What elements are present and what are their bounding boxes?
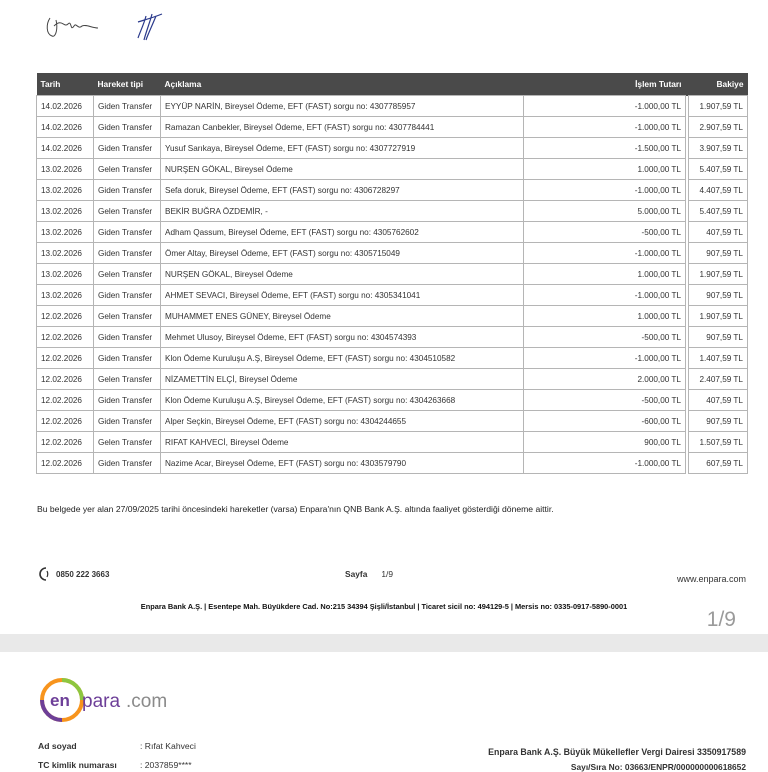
cell-date: 13.02.2026	[37, 159, 94, 180]
logo-text-para: para	[82, 691, 121, 712]
viewer-page-indicator: 1/9	[706, 608, 736, 631]
cell-description: Sefa doruk, Bireysel Ödeme, EFT (FAST) sorgu no: 4306728297	[161, 180, 524, 201]
table-row	[37, 201, 748, 222]
sequence-number-line: Sayı/Sıra No: 03663/ENPR/000000000618652	[570, 762, 746, 772]
cell-description: Klon Ödeme Kuruluşu A.Ş, Bireysel Ödeme, EFT (FAST) sorgu no: 4304263668	[161, 390, 524, 411]
cell-amount: -1.000,00 TL	[524, 453, 686, 474]
cell-description: Adham Qassum, Bireysel Ödeme, EFT (FAST) sorgu no: 4305762602	[161, 222, 524, 243]
cell-description: BEKİR BUĞRA ÖZDEMİR, -	[161, 201, 524, 222]
cell-date: 14.02.2026	[37, 117, 94, 138]
phone-contact	[38, 567, 109, 581]
cell-balance: 5.407,59 TL	[689, 159, 748, 180]
cell-amount: -600,00 TL	[524, 411, 686, 432]
cell-date: 12.02.2026	[37, 411, 94, 432]
page-number: 1/9	[381, 569, 394, 579]
transactions-table	[36, 73, 748, 474]
cell-date: 13.02.2026	[37, 264, 94, 285]
cell-type: Giden Transfer	[94, 138, 161, 159]
cell-description: NİZAMETTİN ELÇİ, Bireysel Ödeme	[161, 369, 524, 390]
cell-type: Giden Transfer	[94, 117, 161, 138]
cell-description: Alper Seçkin, Bireysel Ödeme, EFT (FAST) sorgu no: 4304244655	[161, 411, 524, 432]
cell-balance: 1.407,59 TL	[689, 348, 748, 369]
cell-date: 14.02.2026	[37, 138, 94, 159]
cell-description: Nazime Acar, Bireysel Ödeme, EFT (FAST) sorgu no: 4303579790	[161, 453, 524, 474]
table-row	[37, 432, 748, 453]
cell-type: Giden Transfer	[94, 348, 161, 369]
table-row	[37, 243, 748, 264]
cell-date: 13.02.2026	[37, 285, 94, 306]
cell-date: 13.02.2026	[37, 243, 94, 264]
cell-date: 12.02.2026	[37, 390, 94, 411]
column-header-type: Hareket tipi	[94, 73, 161, 96]
cell-balance: 5.407,59 TL	[689, 201, 748, 222]
cell-balance: 1.907,59 TL	[689, 264, 748, 285]
cell-description: NURŞEN GÖKAL, Bireysel Ödeme	[161, 159, 524, 180]
cell-description: NURŞEN GÖKAL, Bireysel Ödeme	[161, 264, 524, 285]
cell-date: 12.02.2026	[37, 348, 94, 369]
cell-type: Giden Transfer	[94, 96, 161, 117]
cell-amount: -1.000,00 TL	[524, 96, 686, 117]
cell-amount: -1.000,00 TL	[524, 180, 686, 201]
cell-description: Yusuf Sarıkaya, Bireysel Ödeme, EFT (FAST) sorgu no: 4307727919	[161, 138, 524, 159]
enpara-logo	[38, 676, 178, 724]
cell-type: Gelen Transfer	[94, 369, 161, 390]
cell-balance: 3.907,59 TL	[689, 138, 748, 159]
cell-amount: -1.000,00 TL	[524, 117, 686, 138]
website-link[interactable]: www.enpara.com	[676, 574, 746, 584]
cell-date: 13.02.2026	[37, 222, 94, 243]
cell-type: Gelen Transfer	[94, 432, 161, 453]
cell-type: Giden Transfer	[94, 327, 161, 348]
cell-description: Ömer Altay, Bireysel Ödeme, EFT (FAST) sorgu no: 4305715049	[161, 243, 524, 264]
cell-date: 13.02.2026	[37, 180, 94, 201]
cell-amount: 900,00 TL	[524, 432, 686, 453]
phone-logo-icon	[38, 567, 54, 581]
table-row	[37, 180, 748, 201]
cell-amount: 5.000,00 TL	[524, 201, 686, 222]
table-header-row	[37, 73, 748, 96]
cell-type: Giden Transfer	[94, 222, 161, 243]
column-header-date: Tarih	[37, 73, 94, 96]
cell-description: Klon Ödeme Kuruluşu A.Ş, Bireysel Ödeme, EFT (FAST) sorgu no: 4304510582	[161, 348, 524, 369]
cell-amount: -1.000,00 TL	[524, 348, 686, 369]
cell-type: Giden Transfer	[94, 411, 161, 432]
cell-amount: 1.000,00 TL	[524, 159, 686, 180]
statement-page-2	[0, 652, 768, 772]
cell-amount: 2.000,00 TL	[524, 369, 686, 390]
cell-balance: 1.507,59 TL	[689, 432, 748, 453]
cell-balance: 907,59 TL	[689, 285, 748, 306]
table-row	[37, 117, 748, 138]
page-separator	[0, 634, 768, 652]
cell-date: 12.02.2026	[37, 369, 94, 390]
cell-description: MUHAMMET ENES GÜNEY, Bireysel Ödeme	[161, 306, 524, 327]
column-header-description: Açıklama	[161, 73, 524, 96]
cell-amount: -1.500,00 TL	[524, 138, 686, 159]
cell-amount: -500,00 TL	[524, 222, 686, 243]
cell-type: Gelen Transfer	[94, 264, 161, 285]
cell-balance: 4.407,59 TL	[689, 180, 748, 201]
cell-balance: 907,59 TL	[689, 411, 748, 432]
cell-balance: 607,59 TL	[689, 453, 748, 474]
statement-note: Bu belgede yer alan 27/09/2025 tarihi öncesindeki hareketler (varsa) Enpara'nın QNB Bank A.Ş. altında faaliyet gösterdiği döneme aittir.	[37, 504, 554, 514]
cell-date: 12.02.2026	[37, 306, 94, 327]
table-row	[37, 96, 748, 117]
table-row	[37, 306, 748, 327]
cell-date: 12.02.2026	[37, 432, 94, 453]
table-row	[37, 369, 748, 390]
cell-type: Gelen Transfer	[94, 159, 161, 180]
cell-type: Gelen Transfer	[94, 201, 161, 222]
cell-amount: -500,00 TL	[524, 390, 686, 411]
cell-amount: -1.000,00 TL	[524, 243, 686, 264]
table-row	[37, 138, 748, 159]
customer-name-label: Ad soyad	[38, 741, 77, 751]
customer-id-value: : 2037859****	[140, 760, 192, 770]
cell-amount: 1.000,00 TL	[524, 264, 686, 285]
column-header-balance: Bakiye	[689, 73, 748, 96]
table-row	[37, 222, 748, 243]
table-row	[37, 159, 748, 180]
logo-text-en: en	[50, 691, 70, 710]
handwritten-signatures	[40, 6, 200, 46]
table-row	[37, 285, 748, 306]
cell-balance: 907,59 TL	[689, 243, 748, 264]
cell-type: Giden Transfer	[94, 453, 161, 474]
cell-type: Giden Transfer	[94, 390, 161, 411]
table-row	[37, 453, 748, 474]
cell-type: Giden Transfer	[94, 180, 161, 201]
cell-balance: 407,59 TL	[689, 390, 748, 411]
cell-description: EYYÜP NARİN, Bireysel Ödeme, EFT (FAST) sorgu no: 4307785957	[161, 96, 524, 117]
cell-date: 13.02.2026	[37, 201, 94, 222]
cell-balance: 1.907,59 TL	[689, 96, 748, 117]
cell-balance: 407,59 TL	[689, 222, 748, 243]
page-label: Sayfa	[345, 569, 368, 579]
cell-date: 12.02.2026	[37, 453, 94, 474]
cell-balance: 1.907,59 TL	[689, 306, 748, 327]
cell-amount: 1.000,00 TL	[524, 306, 686, 327]
cell-amount: -1.000,00 TL	[524, 285, 686, 306]
customer-id-label: TC kimlik numarası	[38, 760, 117, 770]
column-header-amount: İşlem Tutarı	[524, 73, 686, 96]
table-row	[37, 411, 748, 432]
cell-description: AHMET SEVACI, Bireysel Ödeme, EFT (FAST) sorgu no: 4305341041	[161, 285, 524, 306]
cell-balance: 907,59 TL	[689, 327, 748, 348]
cell-description: Mehmet Ulusoy, Bireysel Ödeme, EFT (FAST) sorgu no: 4304574393	[161, 327, 524, 348]
cell-type: Gelen Transfer	[94, 306, 161, 327]
table-row	[37, 390, 748, 411]
table-row	[37, 348, 748, 369]
cell-balance: 2.407,59 TL	[689, 369, 748, 390]
customer-name-value: : Rıfat Kahveci	[140, 741, 196, 751]
cell-description: RIFAT KAHVECİ, Bireysel Ödeme	[161, 432, 524, 453]
table-row	[37, 327, 748, 348]
cell-date: 14.02.2026	[37, 96, 94, 117]
tax-office-line: Enpara Bank A.Ş. Büyük Mükellefler Vergi Dairesi 3350917589	[488, 747, 746, 757]
cell-date: 12.02.2026	[37, 327, 94, 348]
cell-type: Giden Transfer	[94, 243, 161, 264]
cell-type: Giden Transfer	[94, 285, 161, 306]
company-footer-line: Enpara Bank A.Ş. | Esentepe Mah. Büyükdere Cad. No:215 34394 Şişli/İstanbul | Ticaret sicil no: 494129-5 | Mersis no: 0335-0917-5890-0001	[140, 602, 628, 611]
cell-description: Ramazan Canbekler, Bireysel Ödeme, EFT (FAST) sorgu no: 4307784441	[161, 117, 524, 138]
page-counter	[345, 569, 393, 579]
cell-amount: -500,00 TL	[524, 327, 686, 348]
phone-number: 0850 222 3663	[56, 569, 110, 579]
cell-balance: 2.907,59 TL	[689, 117, 748, 138]
logo-text-com: .com	[126, 691, 168, 712]
table-row	[37, 264, 748, 285]
